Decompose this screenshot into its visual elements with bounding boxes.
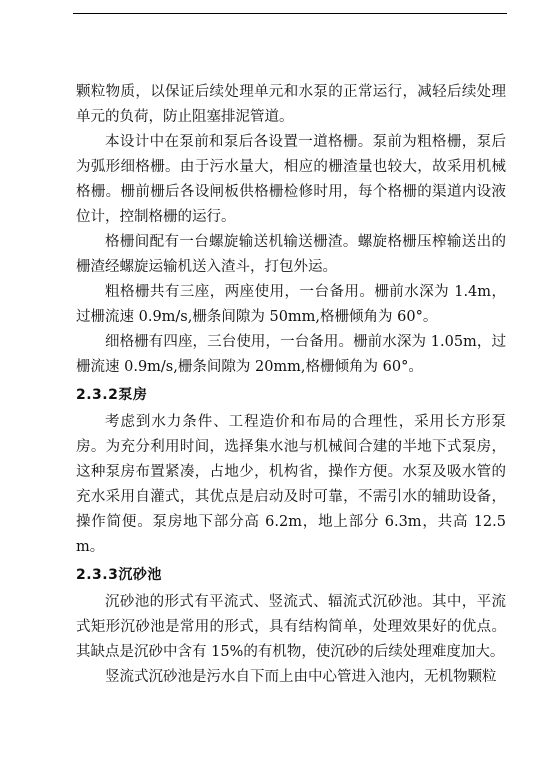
paragraph-fine-screen: 细格栅有四座，三台使用，一台备用。栅前水深为 1.05m，过栅流速 0.9m/s,栅条间隙为 20mm,格栅倾角为 60°。	[76, 334, 506, 375]
paragraph-screw-conveyor: 格栅间配有一台螺旋输送机输送栅渣。螺旋格栅压榨输送出的栅渣经螺旋运输机送入渣斗，打包外运。	[76, 234, 506, 275]
paragraph-vertical-grit-chamber: 竖流式沉砂池是污水自下而上由中心管进入池内，无机物颗粒	[105, 669, 497, 685]
paragraph-screen-design: 本设计中在泵前和泵后各设置一道格栅。泵前为粗格栅，泵后为弧形细格栅。由于污水量大，相应的栅渣量也较大，故采用机械格栅。栅前栅后各设闸板供格栅检修时用，每个格栅的渠道内设液位计，控制格栅的运行。	[76, 134, 506, 225]
paragraph-coarse-screen: 粗格栅共有三座，两座使用，一台备用。栅前水深为 1.4m，过栅流速 0.9m/s,栅条间隙为 50mm,格栅倾角为 60°。	[76, 284, 506, 325]
header-rule	[73, 13, 507, 14]
paragraph-continuation: 颗粒物质，以保证后续处理单元和水泵的正常运行，减轻后续处理单元的负荷，防止阻塞排泥管道。	[76, 84, 506, 125]
section-heading-pump-house: 2.3.2泵房	[76, 387, 148, 403]
paragraph-grit-chamber-types: 沉砂池的形式有平流式、竖流式、辐流式沉砂池。其中，平流式矩形沉砂池是常用的形式，具有结构简单，处理效果好的优点。其缺点是沉砂中含有 15%的有机物，使沉砂的后续处理难度加大。	[76, 594, 506, 660]
document-body	[76, 80, 506, 690]
section-heading-grit-chamber: 2.3.3沉砂池	[76, 567, 162, 583]
paragraph-pump-house: 考虑到水力条件、工程造价和布局的合理性，采用长方形泵房。为充分利用时间，选择集水池与机械间合建的半地下式泵房，这种泵房布置紧凑，占地少，机构省，操作方便。水泵及吸水管的充水采用自灌式，其优点是启动及时可靠，不需引水的辅助设备，操作简便。泵房地下部分高 6.2m，地上部分 6.3m，共高 12.5m。	[76, 414, 506, 555]
